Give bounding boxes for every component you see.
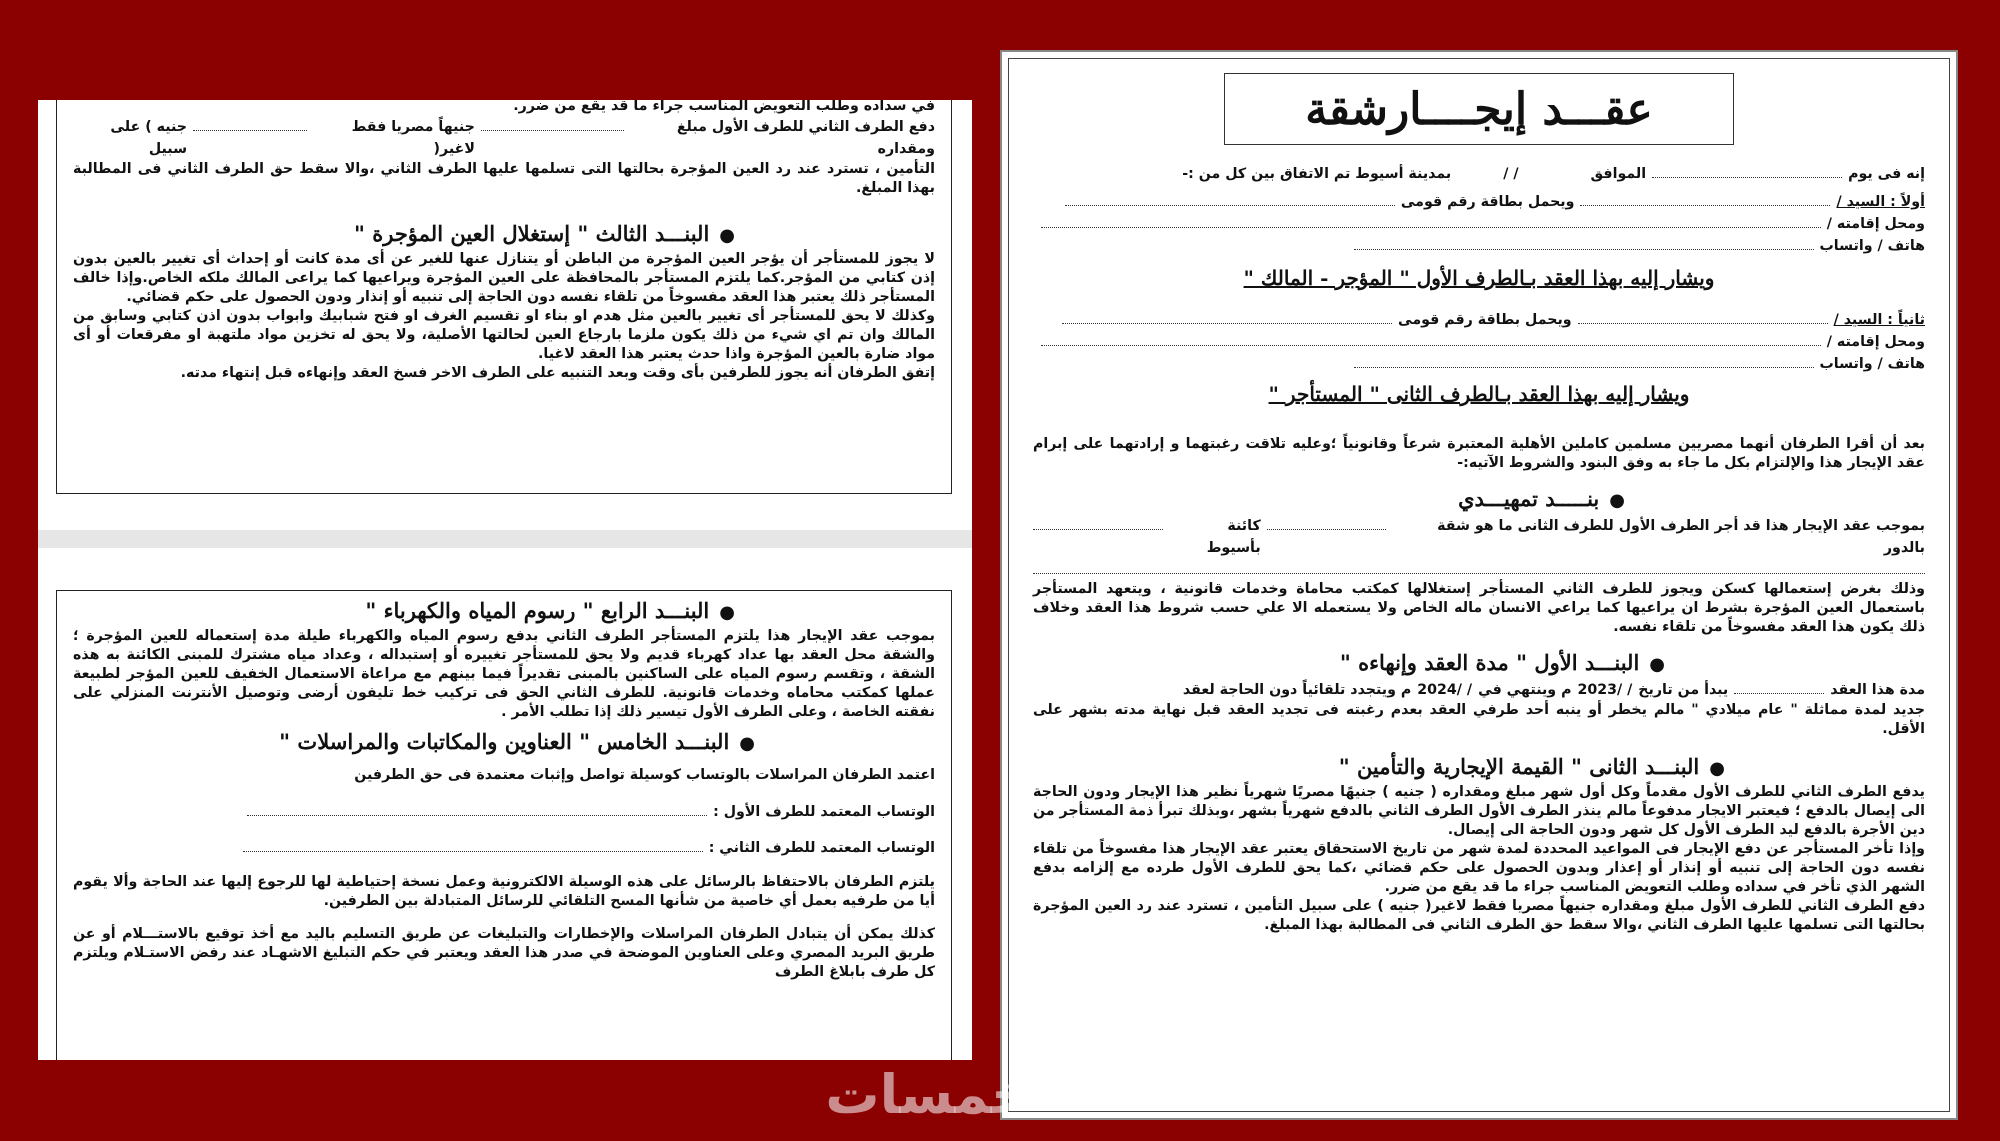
clause-1-line: مدة هذا العقد يبدأ من تاريخ / /2023 م وينتهي في / /2024 م ويتجدد تلقائياً دون الحاجة لعقد <box>1182 682 1925 698</box>
bullet-icon: ● <box>719 225 735 246</box>
clause-5-intro: اعتمد الطرفان المراسلات بالوتساب كوسيلة تواصل وإثبات معتمدة فى حق الطرفين <box>354 767 935 783</box>
deposit-line: دفع الطرف الثاني للطرف الأول مبلغ ومقداره جنيهاً مصريا فقط لاغير( جنيه ) على سبيل <box>110 119 935 157</box>
clause-5-title: ●البنـــد الخامس " العناوين والمكاتبات والمراسلات " <box>73 728 935 758</box>
intro-clause-title: ●بنـــــد تمهيـــدي <box>1033 485 1925 515</box>
title-box <box>1224 73 1734 145</box>
whatsapp-first-line: الوتساب المعتمد للطرف الأول : <box>73 801 935 823</box>
second-party-phone: هاتف / واتساب <box>1033 353 1925 375</box>
page-frame <box>1008 58 1950 1112</box>
second-party-line: ثانياً : السيد / ويحمل بطاقة رقم قومى <box>1033 309 1925 331</box>
clause-2-paragraph: دفع الطرف الثاني للطرف الأول مبلغ ومقداره جنيهاً مصريا فقط لاغير( جنيه ) على سبيل التأمين ، تسترد عند رد العين المؤجرة بحالتها التى تسلمها عليها الطرف الثاني ،والا سقط حق الطرف الثاني فى المطالبة بهذا المبلغ. <box>1033 898 1925 933</box>
first-party-residence: ومحل إقامته / <box>1033 213 1925 235</box>
clause-4-paragraph: بموجب عقد الإيجار هذا يلتزم المستأجر الطرف الثاني بدفع رسوم المياه والكهرباء طيلة مدة إستعماله للعين المؤجرة ؛ والشقة محل العقد بها عداد كهرباء قديم ولا يحق للمستأجر تغييره أو إستبداله ، وعداد مياه مشترك للمبنى الكائنة به هذه الشقة ، وتقسم رسوم المياه على الساكنين بالمبنى تقديراً فيما بينهم مع مراعاة الاستعمال الخفيف للعين المؤجر لطبيعة عملها كمكتب محاماه وخدمات قانونية. للطرف الثاني الحق فى تركيب خط تليفون أرضى وتوصيل الأنترنت المنزلي على نفقته الخاصة ، وعلى الطرف الأول تيسير ذلك إذا تطلب الأمر . <box>73 628 935 720</box>
intro-line: إنه فى يوم الموافق / / بمدينة أسيوط تم الاتفاق بين كل من :- <box>1182 166 1925 182</box>
bullet-icon: ● <box>1709 758 1725 779</box>
clause-2-paragraph: وإذا تأخر المستأجر عن دفع الإيجار فى المواعيد المحددة لمدة شهر من تاريخ الاستحقاق يعتبر عقد الإيجار هذا مفسوخاً من تلقاء نفسه دون الحاجة إلى تنبيه أو إنذار أو إعذار وبدون الحصول على حكم قضائي ،كما يحق للطرف الأول طرده مع إلزامه بدفع الشهر الذي تأخر في سداده وطلب التعويض المناسب جراء ما قد يقع من ضرر. <box>1033 841 1925 895</box>
first-party-phone: هاتف / واتساب <box>1033 235 1925 257</box>
clause-3-paragraph: إتفق الطرفان أنه يجوز للطرفين بأى وقت وبعد التنبيه على الطرف الاخر فسخ العقد وإنهاءه قبل إنتهاء مدته. <box>180 365 935 381</box>
clause-1-title: ●البنـــد الأول " مدة العقد وإنهاءه " <box>1033 649 1925 679</box>
document-page-left <box>38 100 972 1060</box>
clause-3-title: ●البنـــد الثالث " إستغلال العين المؤجرة " <box>73 220 935 250</box>
deposit-text: التأمين ، تسترد عند رد العين المؤجرة بحالتها التى تسلمها عليها الطرف الثاني ،والا سقط حق الطرف الثاني فى المطالبة بهذا المبلغ. <box>73 161 935 196</box>
intro-clause-line: بموجب عقد الإيجار هذا قد أجر الطرف الأول للطرف الثانى ما هو شقة بالدور كائنة بأسيوط <box>1033 515 1925 559</box>
fragment-line: في سداده وطلب التعويض المناسب جراء ما قد يقع من ضرر. <box>513 100 935 114</box>
page-separator <box>38 530 972 548</box>
first-party-ref: ويشار إليه بهذا العقد بـالطرف الأول " المؤجر - المالك " <box>1243 266 1715 290</box>
page-frame-bottom <box>56 590 952 1060</box>
second-party-residence: ومحل إقامته / <box>1033 331 1925 353</box>
clause-2-title: ●البنـــد الثانى " القيمة الإيجارية والتأمين " <box>1033 753 1925 783</box>
clause-2-paragraph: يدفع الطرف الثاني للطرف الأول مقدماً وكل أول شهر مبلغ ومقداره ( جنيه ) جنيهًا مصريًا شهرياً نظير هذا الإيجار ودون الحاجة الى إيصال بالدفع ؛ فيعتبر الايجار مدفوعاً مالم ينذر الطرف الأول الطرف الثاني بالدفع شهرياً بشهر ،وبذلك تبرأ ذمة المستأجر من دين الأجرة بالدفع ليد الطرف الأول كل شهر ودون الحاجة الى إيصال. <box>1033 784 1925 838</box>
document-page-right <box>1000 50 1958 1120</box>
bullet-icon: ● <box>739 733 755 754</box>
intro-clause-paragraph: وذلك بغرض إستعمالها كسكن ويجوز للطرف الثاني المستأجر إستغلالها كمكتب محاماة وخدمات قانونية ، ويتعهد المستأجر باستعمال العين المؤجرة بشرط ان يراعيها كما يراعي الانسان ماله الخاص ولا يستعمله الا علي حسب شروط هذا العقد وخلاف ذلك يكون هذا العقد مفسوخاً من تلقاء نفسه. <box>1033 581 1925 635</box>
first-party-line: أولاً : السيد / ويحمل بطاقة رقم قومى <box>1033 191 1925 213</box>
bullet-icon: ● <box>1649 654 1665 675</box>
whatsapp-second-line: الوتساب المعتمد للطرف الثاني : <box>73 837 935 859</box>
bullet-icon: ● <box>1609 490 1625 511</box>
preamble: بعد أن أقرا الطرفان أنهما مصريين مسلمين كاملين الأهلية المعتبرة شرعاً وقانونياً ؛وعليه تلاقت رغبتهما و إرادتهما على إبرام عقد الإيجار هذا والإلتزام بكل ما جاء به وفق البنود والشروط الآتيه:- <box>1033 436 1925 471</box>
watermark-logo: خمسات <box>825 1063 1030 1126</box>
clause-3-paragraph: لا يجوز للمستأجر أن يؤجر العين المؤجرة من الباطن أو يتنازل عنها للغير عن أى مدة كانت أو إحداث أى تغيير بالعين بدون إذن كتابي من المؤجر.كما يلتزم المستأجر بالمحافظة على العين المؤجرة ويراعيها كما يراعى المالك ملكه الخاص.وإذا خالف المستأجر ذلك يعتبر هذا العقد مفسوخاً من تلقاء نفسه دون الحاجة إلى تنبيه أو إنذار ودون الحصول على حكم قضائي. <box>73 251 935 305</box>
clause-1-paragraph: جديد لمدة مماثلة " عام ميلادي " مالم يخطر أو ينبه أحد طرفي العقد بعدم رغبته فى تجديد العقد قبل نهاية مدته بشهر على الأقل. <box>1033 702 1925 737</box>
page-frame-top <box>56 100 952 494</box>
document-title: عقـــد إيجــــارشقة <box>1305 83 1653 135</box>
clause-4-title: ●البنـــد الرابع " رسوم المياه والكهرباء " <box>73 597 935 627</box>
second-party-ref: ويشار إليه بهذا العقد بـالطرف الثانى " المستأجر " <box>1268 382 1690 406</box>
clause-3-paragraph: وكذلك لا يحق للمستأجر أى تغيير بالعين مثل هدم او بناء او تقسيم الغرف او فتح شبابيك وابواب بدون اذن كتابي وسابق من المالك وان تم اي شيء من ذلك يكون ملزما بارجاع العين لحالتها الأصلية، ولا يحق له تخزين مواد ملتهبة او مفرقعات أو أى مواد ضارة بالعين المؤجرة واذا حدث يعتبر هذا العقد لاغيا. <box>73 308 935 362</box>
bullet-icon: ● <box>719 602 735 623</box>
clause-5-paragraph: كذلك يمكن أن يتبادل الطرفان المراسلات والإخطارات والتبليغات عن طريق التسليم باليد مع أخذ توقيع بالاستـــلام أو عن طريق البريد المصري وعلى العناوين الموضحة في صدر هذا العقد ويعتبر في حكم التبليغ الاشهـاد عند رفض الاستـلام ويلتزم كل طرف بابلاغ الطرف <box>73 926 935 980</box>
clause-5-paragraph: يلتزم الطرفان بالاحتفاظ بالرسائل على هذه الوسيلة الالكترونية وعمل نسخة إحتياطية لها للرجوع إليها عند الحاجة وألا يقوم أيا من طرفيه بعمل أي خاصية من شأنها المسح التلقائي للرسائل المتبادلة بين الطرفين. <box>73 874 935 909</box>
